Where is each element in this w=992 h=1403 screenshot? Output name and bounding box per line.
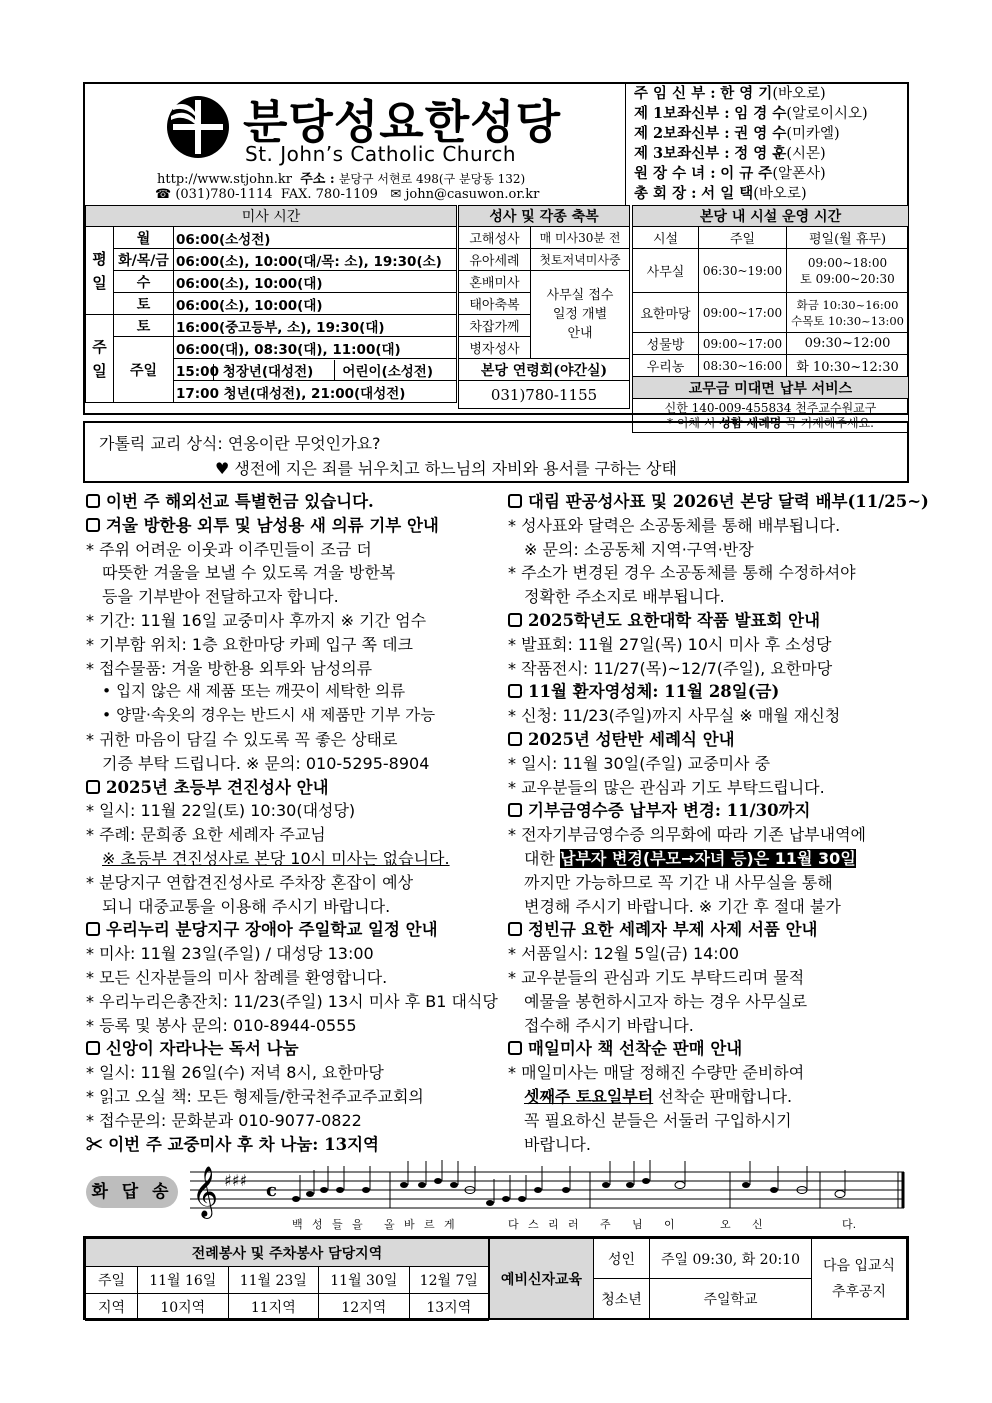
sick-anointing: 병자성사 xyxy=(459,337,531,359)
donation-heading: 교무금 미대면 납부 서비스 xyxy=(633,377,909,399)
facility-name: 요한마당 xyxy=(633,293,699,333)
duty-area: 13지역 xyxy=(409,1294,488,1321)
duty-date: 11월 16일 xyxy=(138,1267,229,1294)
notice-heading: 정빈규 요한 세례자 부제 사제 서품 안내 xyxy=(508,918,916,942)
church-name-en: St. John’s Catholic Church xyxy=(245,142,517,166)
col-header: 평일(월 휴무) xyxy=(787,227,909,249)
adult-time: 주일 09:30, 화 20:10 xyxy=(650,1239,812,1279)
funeral-union-heading: 본당 연령회(야간실) xyxy=(459,359,630,381)
facilities-heading: 본당 내 시설 운영 시간 xyxy=(633,206,909,227)
notice-line: 정확한 주소지로 배부됩니다. xyxy=(524,587,725,607)
lyric-syllable: 성 xyxy=(312,1218,323,1231)
notice-line: * 접수문의: 문화분과 010-9077-0822 xyxy=(86,1110,362,1130)
lyric-syllable: 백 xyxy=(292,1218,303,1231)
address: 분당구 서현로 498(구 분당동 132) xyxy=(338,172,526,186)
mass-day: 주일 xyxy=(114,337,174,403)
notice-line: * 기부함 위치: 1층 요한마당 카페 입구 쪽 데크 xyxy=(86,634,414,654)
mass-time: 16:00(중고등부, 소), 19:30(대) xyxy=(174,315,457,337)
mass-day: 수 xyxy=(114,271,174,293)
notice-heading: 11월 환자영성체: 11월 28일(금) xyxy=(508,680,916,704)
lyric-syllable: 게 xyxy=(444,1218,455,1231)
notice-bullet-icon xyxy=(508,922,522,936)
duty-date: 11월 30일 xyxy=(319,1267,410,1294)
notice-heading: 우리누리 분당지구 장애아 주일학교 일정 안내 xyxy=(86,918,494,942)
facility-week: 화금 10:30~16:00 수목토 10:30~13:00 xyxy=(787,293,909,333)
sunday-1700-row: 17:00 청년(대성전), 21:00(대성전) xyxy=(174,381,457,403)
service-schedule-box xyxy=(83,1236,909,1320)
notice-heading: 2025년 초등부 견진성사 안내 xyxy=(86,776,494,800)
mass-times-table xyxy=(85,205,457,403)
notice-line: 기증 부탁 드립니다. ※ 문의: 010-5295-8904 xyxy=(102,753,430,773)
facility-week: 09:30~12:00 xyxy=(787,333,909,355)
website-link[interactable]: http://www.stjohn.kr xyxy=(157,172,292,187)
lyric-syllable: 러 xyxy=(568,1218,579,1231)
facility-sun: 08:30~16:00 xyxy=(699,355,787,377)
notice-heading: 매일미사 책 선착순 판매 안내 xyxy=(508,1037,916,1061)
responsorial-psalm-label: 화 답 송 xyxy=(86,1176,178,1208)
lyric-syllable: 주 xyxy=(600,1218,611,1231)
notice-heading: 신앙이 자라나는 독서 나눔 xyxy=(86,1037,494,1061)
notice-line: 까지만 가능하므로 꼭 기간 내 사무실을 통해 xyxy=(524,872,833,892)
notice-line: 꼭 필요하신 분들은 서둘러 구입하시기 xyxy=(524,1110,792,1130)
sunday-1500-row: 15:00 청장년(대성전) 어린이(소성전) xyxy=(174,359,457,381)
infant-baptism: 유아세례 xyxy=(459,249,531,271)
notices-left-column xyxy=(86,490,498,1156)
lyric-syllable: 오 xyxy=(720,1218,731,1231)
facility-name: 우리농 xyxy=(633,355,699,377)
lyric-syllable: 을 xyxy=(352,1218,363,1231)
tea-sharing-notice: ✂ 이번 주 교중미사 후 차 나눔: 13지역 xyxy=(86,1134,379,1154)
notice-heading: 이번 주 해외선교 특별헌금 있습니다. xyxy=(86,490,494,514)
notice-heading: 겨울 방한용 외투 및 남성용 새 의류 기부 안내 xyxy=(86,514,494,538)
notice-line: ※ 초등부 견진성사로 본당 10시 미사는 없습니다. xyxy=(102,848,450,868)
notice-bullet-icon xyxy=(508,684,522,698)
lyric-syllable: 르 xyxy=(424,1218,435,1231)
fax: FAX. 780-1109 xyxy=(280,187,378,202)
facility-sun: 09:00~17:00 xyxy=(699,333,787,355)
facility-week: 09:00~18:00 토 09:00~20:30 xyxy=(787,249,909,293)
notice-line: 되니 대중교통을 이용해 주시기 바랍니다. xyxy=(102,896,391,916)
notice-heading: 기부금영수증 납부자 변경: 11/30까지 xyxy=(508,799,916,823)
notice-line: * 주소가 변경된 경우 소공동체를 통해 수정하셔야 xyxy=(508,563,856,583)
address-label: 주소 : xyxy=(300,172,335,187)
notice-bullet-icon xyxy=(508,494,522,508)
lyric-syllable: 신 xyxy=(752,1218,763,1231)
notice-line: 예물을 봉헌하시고자 하는 경우 사무실로 xyxy=(524,991,808,1011)
notice-line: * 작품전시: 11/27(목)~12/7(주일), 요한마당 xyxy=(508,658,833,678)
notice-line: * 일시: 11월 26일(수) 저녁 8시, 요한마당 xyxy=(86,1063,384,1083)
notice-line: 셋째주 토요일부터 선착순 판매합니다. xyxy=(524,1086,793,1106)
phone: ☎ (031)780-1114 xyxy=(155,187,273,202)
lyric-syllable: 다 xyxy=(508,1218,519,1231)
clergy-row: 주 임 신 부 : 한 영 기(바오로) xyxy=(634,85,826,102)
notice-line: 바랍니다. xyxy=(524,1134,591,1154)
notice-line: * 일시: 11월 22일(토) 10:30(대성당) xyxy=(86,801,356,821)
mass-day: 토 xyxy=(114,315,174,337)
notice-bullet-icon xyxy=(508,1041,522,1055)
lyric-syllable: 스 xyxy=(528,1218,539,1231)
notice-line: * 우리누리은총잔치: 11/23(주일) 13시 미사 후 B1 대식당 xyxy=(86,991,498,1011)
notice-bullet-icon xyxy=(86,780,100,794)
notice-line: * 읽고 오실 책: 모든 형제들/한국천주교주교회의 xyxy=(86,1086,424,1106)
lyric-syllable: 바 xyxy=(404,1218,415,1231)
funeral-union-phone: 031)780-1155 xyxy=(459,381,630,409)
duty-date: 11월 23일 xyxy=(228,1267,319,1294)
mass-time: 06:00(소성전) xyxy=(174,227,457,249)
confession: 고해성사 xyxy=(459,227,531,249)
catechumen-table xyxy=(489,1238,907,1319)
notice-line: 대한 납부자 변경(부모→자녀 등)은 11월 30일 xyxy=(524,848,856,868)
facility-name: 사무실 xyxy=(633,249,699,293)
duty-table xyxy=(85,1238,489,1321)
adult-label: 성인 xyxy=(594,1239,650,1279)
notice-line: * 접수물품: 겨울 방한용 외투와 남성의류 xyxy=(86,658,373,678)
lyric-syllable: 님 xyxy=(632,1218,643,1231)
facility-sun: 09:00~17:00 xyxy=(699,293,787,333)
clergy-row: 원 장 수 녀 : 이 규 주(알폰사) xyxy=(634,165,826,182)
mass-day: 화/목/금 xyxy=(114,249,174,271)
youth-time: 주일학교 xyxy=(650,1279,812,1319)
church-name-ko: 분당성요한성당 xyxy=(243,95,562,149)
notice-line: * 주례: 문희종 요한 세례자 주교님 xyxy=(86,825,326,845)
notice-line: * 서품일시: 12월 5일(금) 14:00 xyxy=(508,944,740,964)
clergy-row: 총 회 장 : 서 일 택(바오로) xyxy=(634,185,807,202)
contact-line xyxy=(155,187,539,202)
notice-line: * 귀한 마음이 담길 수 있도록 꼭 좋은 상태로 xyxy=(86,729,398,749)
notice-line: 변경해 주시기 바랍니다. ※ 기간 후 절대 불가 xyxy=(524,896,841,916)
notice-line: * 성사표와 달력은 소공동체를 통해 배부됩니다. xyxy=(508,515,841,535)
notice-line: * 일시: 11월 30일(주일) 교중미사 중 xyxy=(508,753,771,773)
notice-line: * 모든 신자분들의 미사 참례를 환영합니다. xyxy=(86,967,388,987)
notice-line: • 양말·속옷의 경우는 반드시 새 제품만 기부 가능 xyxy=(102,706,436,725)
notice-line: ※ 문의: 소공동체 지역·구역·반장 xyxy=(524,539,754,559)
car-blessing: 차잡가께 xyxy=(459,315,531,337)
donation-info: 신한 140-009-455834 천주교수원교구 * 이체 시 성함 세례명 꼭 기재해주세요. xyxy=(633,399,909,433)
marriage: 혼배미사 xyxy=(459,271,531,293)
clergy-row: 제 3보좌신부 : 정 영 훈(시몬) xyxy=(634,145,826,162)
col-header: 주일 xyxy=(699,227,787,249)
notice-line: * 신청: 11/23(주일)까지 사무실 ※ 매월 재신청 xyxy=(508,706,841,726)
email-link[interactable]: ✉ john@casuwon.or.kr xyxy=(390,187,540,202)
clergy-list xyxy=(628,84,909,205)
notice-heading: 2025학년도 요한대학 작품 발표회 안내 xyxy=(508,609,916,633)
office-note: 사무실 접수 일정 개별 안내 xyxy=(531,271,630,359)
clergy-row: 제 1보좌신부 : 임 경 수(알로이시오) xyxy=(634,105,868,122)
notice-line: * 전자기부금영수증 의무화에 따라 기존 납부내역에 xyxy=(508,825,867,845)
mass-time: 06:00(소), 10:00(대) xyxy=(174,293,457,315)
catechism-question: 가톨릭 교리 상식: 연옹이란 무엇인가요? xyxy=(99,434,381,453)
notice-heading: 2025년 성탄반 세례식 안내 xyxy=(508,728,916,752)
catechumen-label: 예비신자교육 xyxy=(490,1239,594,1319)
notice-line: * 발표회: 11월 27일(목) 10시 미사 후 소성당 xyxy=(508,634,832,654)
sacraments-table xyxy=(458,205,630,409)
mass-day: 월 xyxy=(114,227,174,249)
weekday-label: 평 일 xyxy=(86,227,114,315)
duty-area: 12지역 xyxy=(319,1294,410,1321)
week-label: 주일 xyxy=(86,1267,138,1294)
facility-name: 성물방 xyxy=(633,333,699,355)
mass-time: 06:00(대), 08:30(대), 11:00(대) xyxy=(174,337,457,359)
mass-time: 06:00(소), 10:00(대) xyxy=(174,271,457,293)
facility-week: 화 10:30~12:30 xyxy=(787,355,909,377)
area-label: 지역 xyxy=(86,1294,138,1321)
notice-bullet-icon xyxy=(508,732,522,746)
notice-line: 접수해 주시기 바랍니다. xyxy=(524,1015,694,1035)
lyric-syllable: 올 xyxy=(384,1218,395,1231)
notice-line: * 교우분들의 많은 관심과 기도 부탁드립니다. xyxy=(508,777,825,797)
fetus-blessing: 태아축복 xyxy=(459,293,531,315)
notice-line: 따뜻한 겨울을 보낼 수 있도록 겨울 방한복 xyxy=(102,563,396,583)
duty-date: 12월 7일 xyxy=(409,1267,488,1294)
church-logo-icon xyxy=(165,94,231,160)
duty-heading: 전례봉사 및 주차봉사 담당지역 xyxy=(86,1239,489,1267)
notice-line: • 입지 않은 새 제품 또는 깨끗이 세탁한 의류 xyxy=(102,682,406,701)
notice-bullet-icon xyxy=(86,494,100,508)
logo-box xyxy=(85,84,626,205)
mass-day: 토 xyxy=(114,293,174,315)
notice-heading: 대림 판공성사표 및 2026년 본당 달력 배부(11/25~) xyxy=(508,490,916,514)
duty-area: 10지역 xyxy=(138,1294,229,1321)
mass-heading: 미사 시간 xyxy=(86,206,457,227)
notices-right-column xyxy=(508,490,929,1156)
address-line xyxy=(157,168,525,187)
catechism-box xyxy=(83,421,909,483)
notice-line: * 분당지구 연합견진성사로 주차장 혼잡이 예상 xyxy=(86,872,414,892)
infant-baptism-time: 첫토저녁미사중 xyxy=(531,249,630,271)
confession-time: 매 미사30분 전 xyxy=(531,227,630,249)
notice-bullet-icon xyxy=(86,922,100,936)
next-entry: 다음 입교식 추후공지 xyxy=(812,1239,907,1319)
svg-text:c: c xyxy=(266,1180,277,1201)
music-staff xyxy=(190,1160,910,1220)
notice-line: 등을 기부받아 전달하고자 합니다. xyxy=(102,587,339,607)
clergy-row: 제 2보좌신부 : 권 영 수(미카엘) xyxy=(634,125,840,142)
notice-bullet-icon xyxy=(508,613,522,627)
facilities-table xyxy=(632,205,909,433)
lyric-syllable: 들 xyxy=(332,1218,343,1231)
svg-text:♯♯♯: ♯♯♯ xyxy=(224,1171,248,1190)
notice-bullet-icon xyxy=(86,518,100,532)
facility-sun: 06:30~19:00 xyxy=(699,249,787,293)
lyric-syllable: 이 xyxy=(664,1218,675,1231)
notice-line: * 매일미사는 매달 정해진 수량만 준비하여 xyxy=(508,1063,805,1083)
col-header: 시설 xyxy=(633,227,699,249)
bulletin-header xyxy=(83,82,909,430)
mass-time: 06:00(소), 10:00(대/목: 소), 19:30(소) xyxy=(174,249,457,271)
sacraments-heading: 성사 및 각종 축복 xyxy=(459,206,630,227)
catechism-answer: ♥ 생전에 지은 죄를 뉘우치고 하느님의 자비와 용서를 구하는 상태 xyxy=(215,459,677,478)
notice-line: * 등록 및 봉사 문의: 010-8944-0555 xyxy=(86,1015,357,1035)
notice-bullet-icon xyxy=(86,1041,100,1055)
sunday-label: 주 일 xyxy=(86,315,114,403)
duty-area: 11지역 xyxy=(228,1294,319,1321)
lyric-syllable: 다. xyxy=(842,1218,857,1231)
notice-line: * 기간: 11월 16일 교중미사 후까지 ※ 기간 엄수 xyxy=(86,610,427,630)
notice-bullet-icon xyxy=(508,803,522,817)
notice-line: * 교우분들의 관심과 기도 부탁드리며 물적 xyxy=(508,967,805,987)
youth-label: 청소년 xyxy=(594,1279,650,1319)
notice-line: * 미사: 11월 23일(주일) / 대성당 13:00 xyxy=(86,944,374,964)
treble-clef-icon: 𝄞 xyxy=(192,1166,219,1217)
notice-line: * 주위 어려운 이웃과 이주민들이 조금 더 xyxy=(86,539,372,559)
lyric-syllable: 리 xyxy=(548,1218,559,1231)
